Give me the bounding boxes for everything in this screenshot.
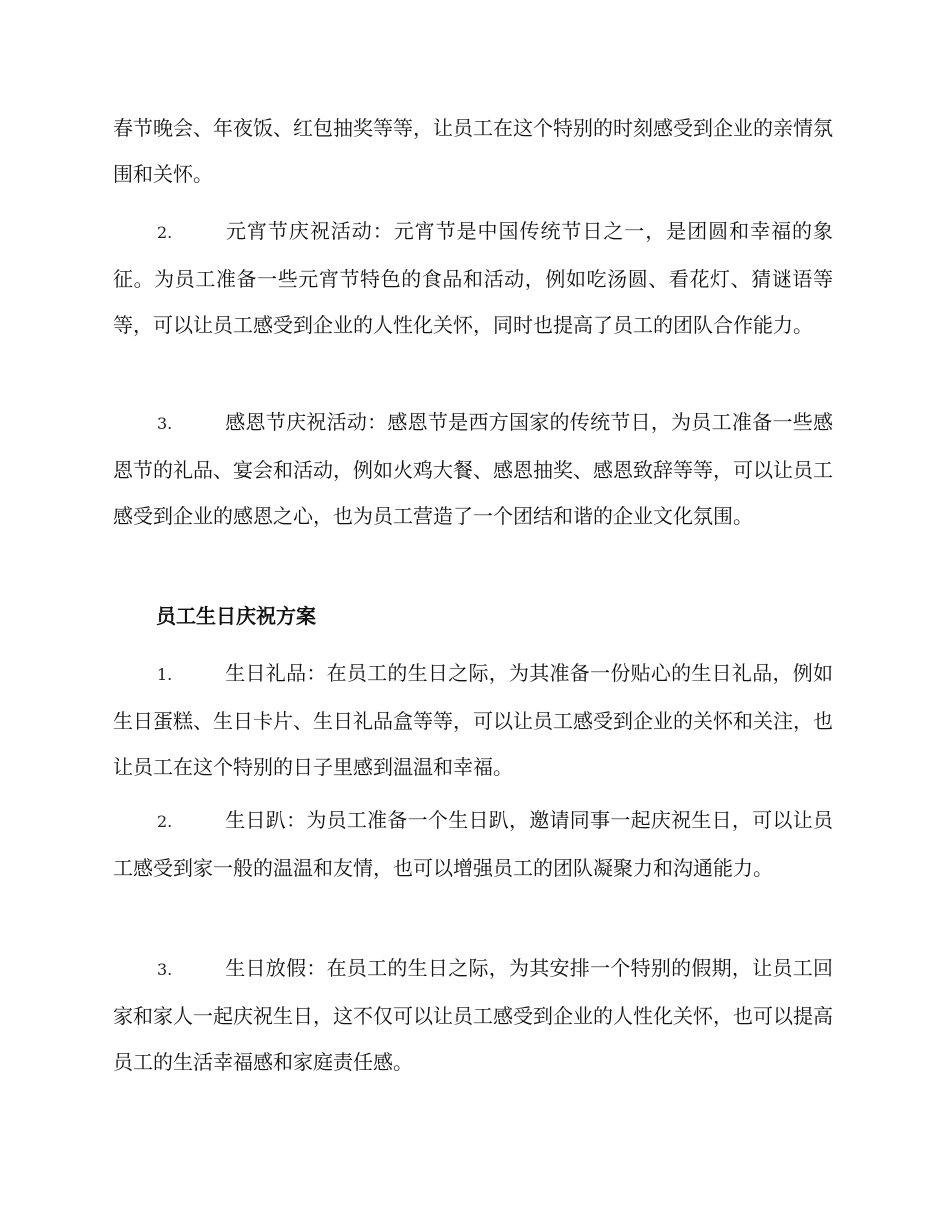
intro-continuation-paragraph xyxy=(113,105,833,197)
list-number: 3. xyxy=(157,414,173,433)
paragraph-text: 春节晚会、年夜饭、红包抽奖等等，让员工在这个特别的时刻感受到企业的亲情氛围和关怀。 xyxy=(113,116,833,186)
list-number: 2. xyxy=(157,223,173,242)
list-item-text: 生日礼品：在员工的生日之际，为其准备一份贴心的生日礼品，例如生日蛋糕、生日卡片、生日礼品盒等等，可以让员工感受到企业的关怀和关注，也让员工在这个特别的日子里感到温温和幸福。 xyxy=(113,661,833,779)
list-number: 1. xyxy=(157,665,173,684)
list-number: 2. xyxy=(157,812,173,831)
birthday-item-2 xyxy=(113,797,833,891)
list-item-text: 生日放假：在员工的生日之际，为其安排一个特别的假期，让员工回家和家人一起庆祝生日，这不仅可以让员工感受到企业的人性化关怀，也可以提高员工的生活幸福感和家庭责任感。 xyxy=(113,956,833,1074)
festival-item-3 xyxy=(113,399,833,539)
list-item-text: 生日趴：为员工准备一个生日趴，邀请同事一起庆祝生日，可以让员工感受到家一般的温温和友情，也可以增强员工的团队凝聚力和沟通能力。 xyxy=(113,808,833,880)
birthday-item-3 xyxy=(113,945,833,1085)
birthday-item-1 xyxy=(113,650,833,790)
list-item-text: 感恩节庆祝活动：感恩节是西方国家的传统节日，为员工准备一些感恩节的礼品、宴会和活动，例如火鸡大餐、感恩抽奖、感恩致辞等等，可以让员工感受到企业的感恩之心，也为员工营造了一个团结和谐的企业文化氛围。 xyxy=(113,410,833,528)
list-number: 3. xyxy=(157,960,173,979)
section-heading: 员工生日庆祝方案 xyxy=(156,604,316,628)
festival-item-2 xyxy=(113,208,833,348)
list-item-text: 元宵节庆祝活动：元宵节是中国传统节日之一，是团圆和幸福的象征。为员工准备一些元宵节特色的食品和活动，例如吃汤圆、看花灯、猜谜语等等，可以让员工感受到企业的人性化关怀，同时也提高了员工的团队合作能力。 xyxy=(113,219,833,337)
